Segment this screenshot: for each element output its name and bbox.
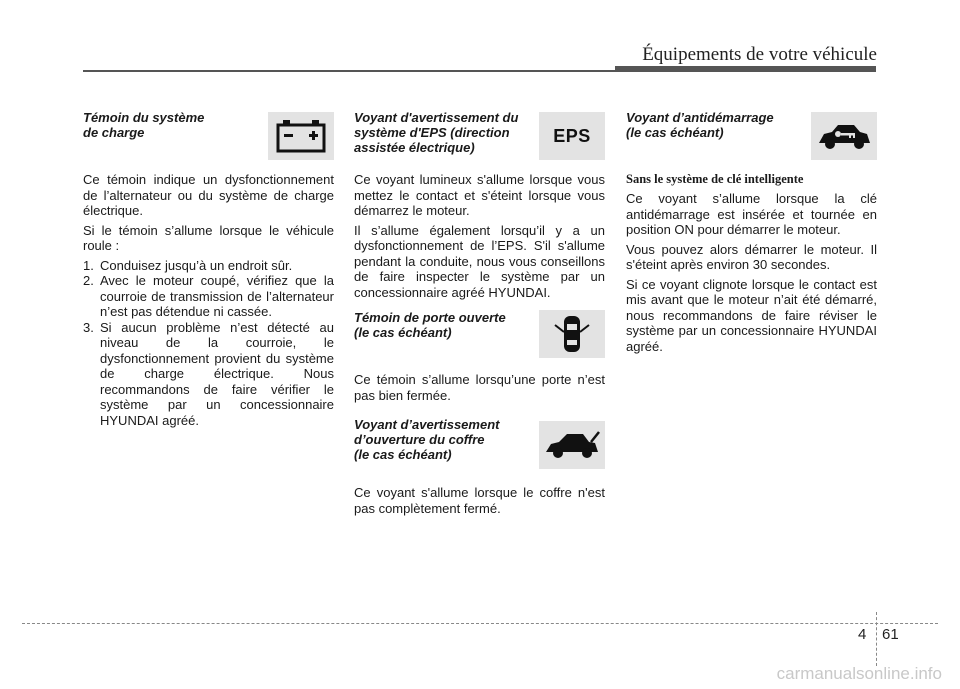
eps-paragraph-1: Ce voyant lumineux s'allume lorsque vous mettez le contact et s'éteint lorsque vous démarrez le moteur. <box>354 172 605 218</box>
immobilizer-paragraph-3: Si ce voyant clignote lorsque le contact est mis avant que le moteur n’ait été démarré, nous recommandons de faire réviser le système par un concessionnaire HYUNDAI agréé. <box>626 276 877 354</box>
section-title-door: Témoin de porte ouverte (le cas échéant) <box>354 310 506 340</box>
section-title-charging: Témoin du système de charge <box>83 110 205 140</box>
battery-icon <box>268 112 334 160</box>
section-charging <box>83 110 334 172</box>
header-rule-accent <box>615 66 876 72</box>
immobilizer-subheading: Sans le système de clé intelligente <box>626 172 804 186</box>
charging-paragraph-2: Si le témoin s’allume lorsque le véhicule roule : <box>83 222 334 253</box>
trunk-paragraph-1: Ce voyant s'allume lorsque le coffre n'est pas complètement fermé. <box>354 485 605 516</box>
column-eps-door-trunk <box>354 110 605 520</box>
section-door <box>354 310 605 372</box>
list-item: 3. Si aucun problème n’est détecté au niveau de la courroie, le dysfonctionnement provient du système de charge électrique. Nous recommandons de faire vérifier le système par un concessionnaire HYUNDAI agréé. <box>83 319 334 428</box>
immobilizer-paragraph-1: Ce voyant s’allume lorsque la clé antidémarrage est insérée et tournée en position ON pour démarrer le moteur. <box>626 191 877 237</box>
section-title-trunk: Voyant d’avertissement d’ouverture du coffre (le cas échéant) <box>354 417 500 462</box>
trunk-open-icon <box>539 421 605 469</box>
section-immobilizer <box>626 110 877 172</box>
column-charging-system <box>83 110 334 428</box>
section-eps <box>354 110 605 172</box>
immobilizer-icon <box>811 112 877 160</box>
section-title-immobilizer: Voyant d’antidémarrage (le cas échéant) <box>626 110 774 140</box>
chapter-number: 4 <box>858 626 867 643</box>
eps-paragraph-2: Il s’allume également lorsqu’il y a un dysfonctionnement de l’EPS. S'il s'allume pendant la conduite, nous vous conseillons de faire inspecter le système par un concessionnaire agréé HYUNDAI. <box>354 222 605 300</box>
charging-paragraph-1: Ce témoin indique un dysfonctionnement de l’alternateur ou du système de charge électrique. <box>83 172 334 218</box>
section-trunk <box>354 417 605 485</box>
door-paragraph-1: Ce témoin s’allume lorsqu’une porte n’est pas bien fermée. <box>354 372 605 403</box>
charging-steps-list <box>83 258 334 429</box>
door-open-icon <box>539 310 605 358</box>
immobilizer-paragraph-2: Vous pouvez alors démarrer le moteur. Il s'éteint après environ 30 secondes. <box>626 241 877 272</box>
list-item: 2. Avec le moteur coupé, vérifiez que la courroie de transmission de l’alternateur n’est pas détendue ni cassée. <box>83 273 334 319</box>
section-title-eps: Voyant d'avertissement du système d'EPS (direction assistée électrique) <box>354 110 519 155</box>
footer-divider <box>876 612 877 666</box>
page-number: 61 <box>882 626 899 643</box>
watermark: carmanualsonline.info <box>776 664 942 683</box>
column-immobilizer <box>626 110 877 358</box>
eps-icon-label: EPS <box>553 125 591 146</box>
page-header-title: Équipements de votre véhicule <box>642 44 877 65</box>
list-item: 1. Conduisez jusqu’à un endroit sûr. <box>83 257 293 273</box>
eps-icon <box>539 112 605 160</box>
footer-rule <box>22 623 938 624</box>
